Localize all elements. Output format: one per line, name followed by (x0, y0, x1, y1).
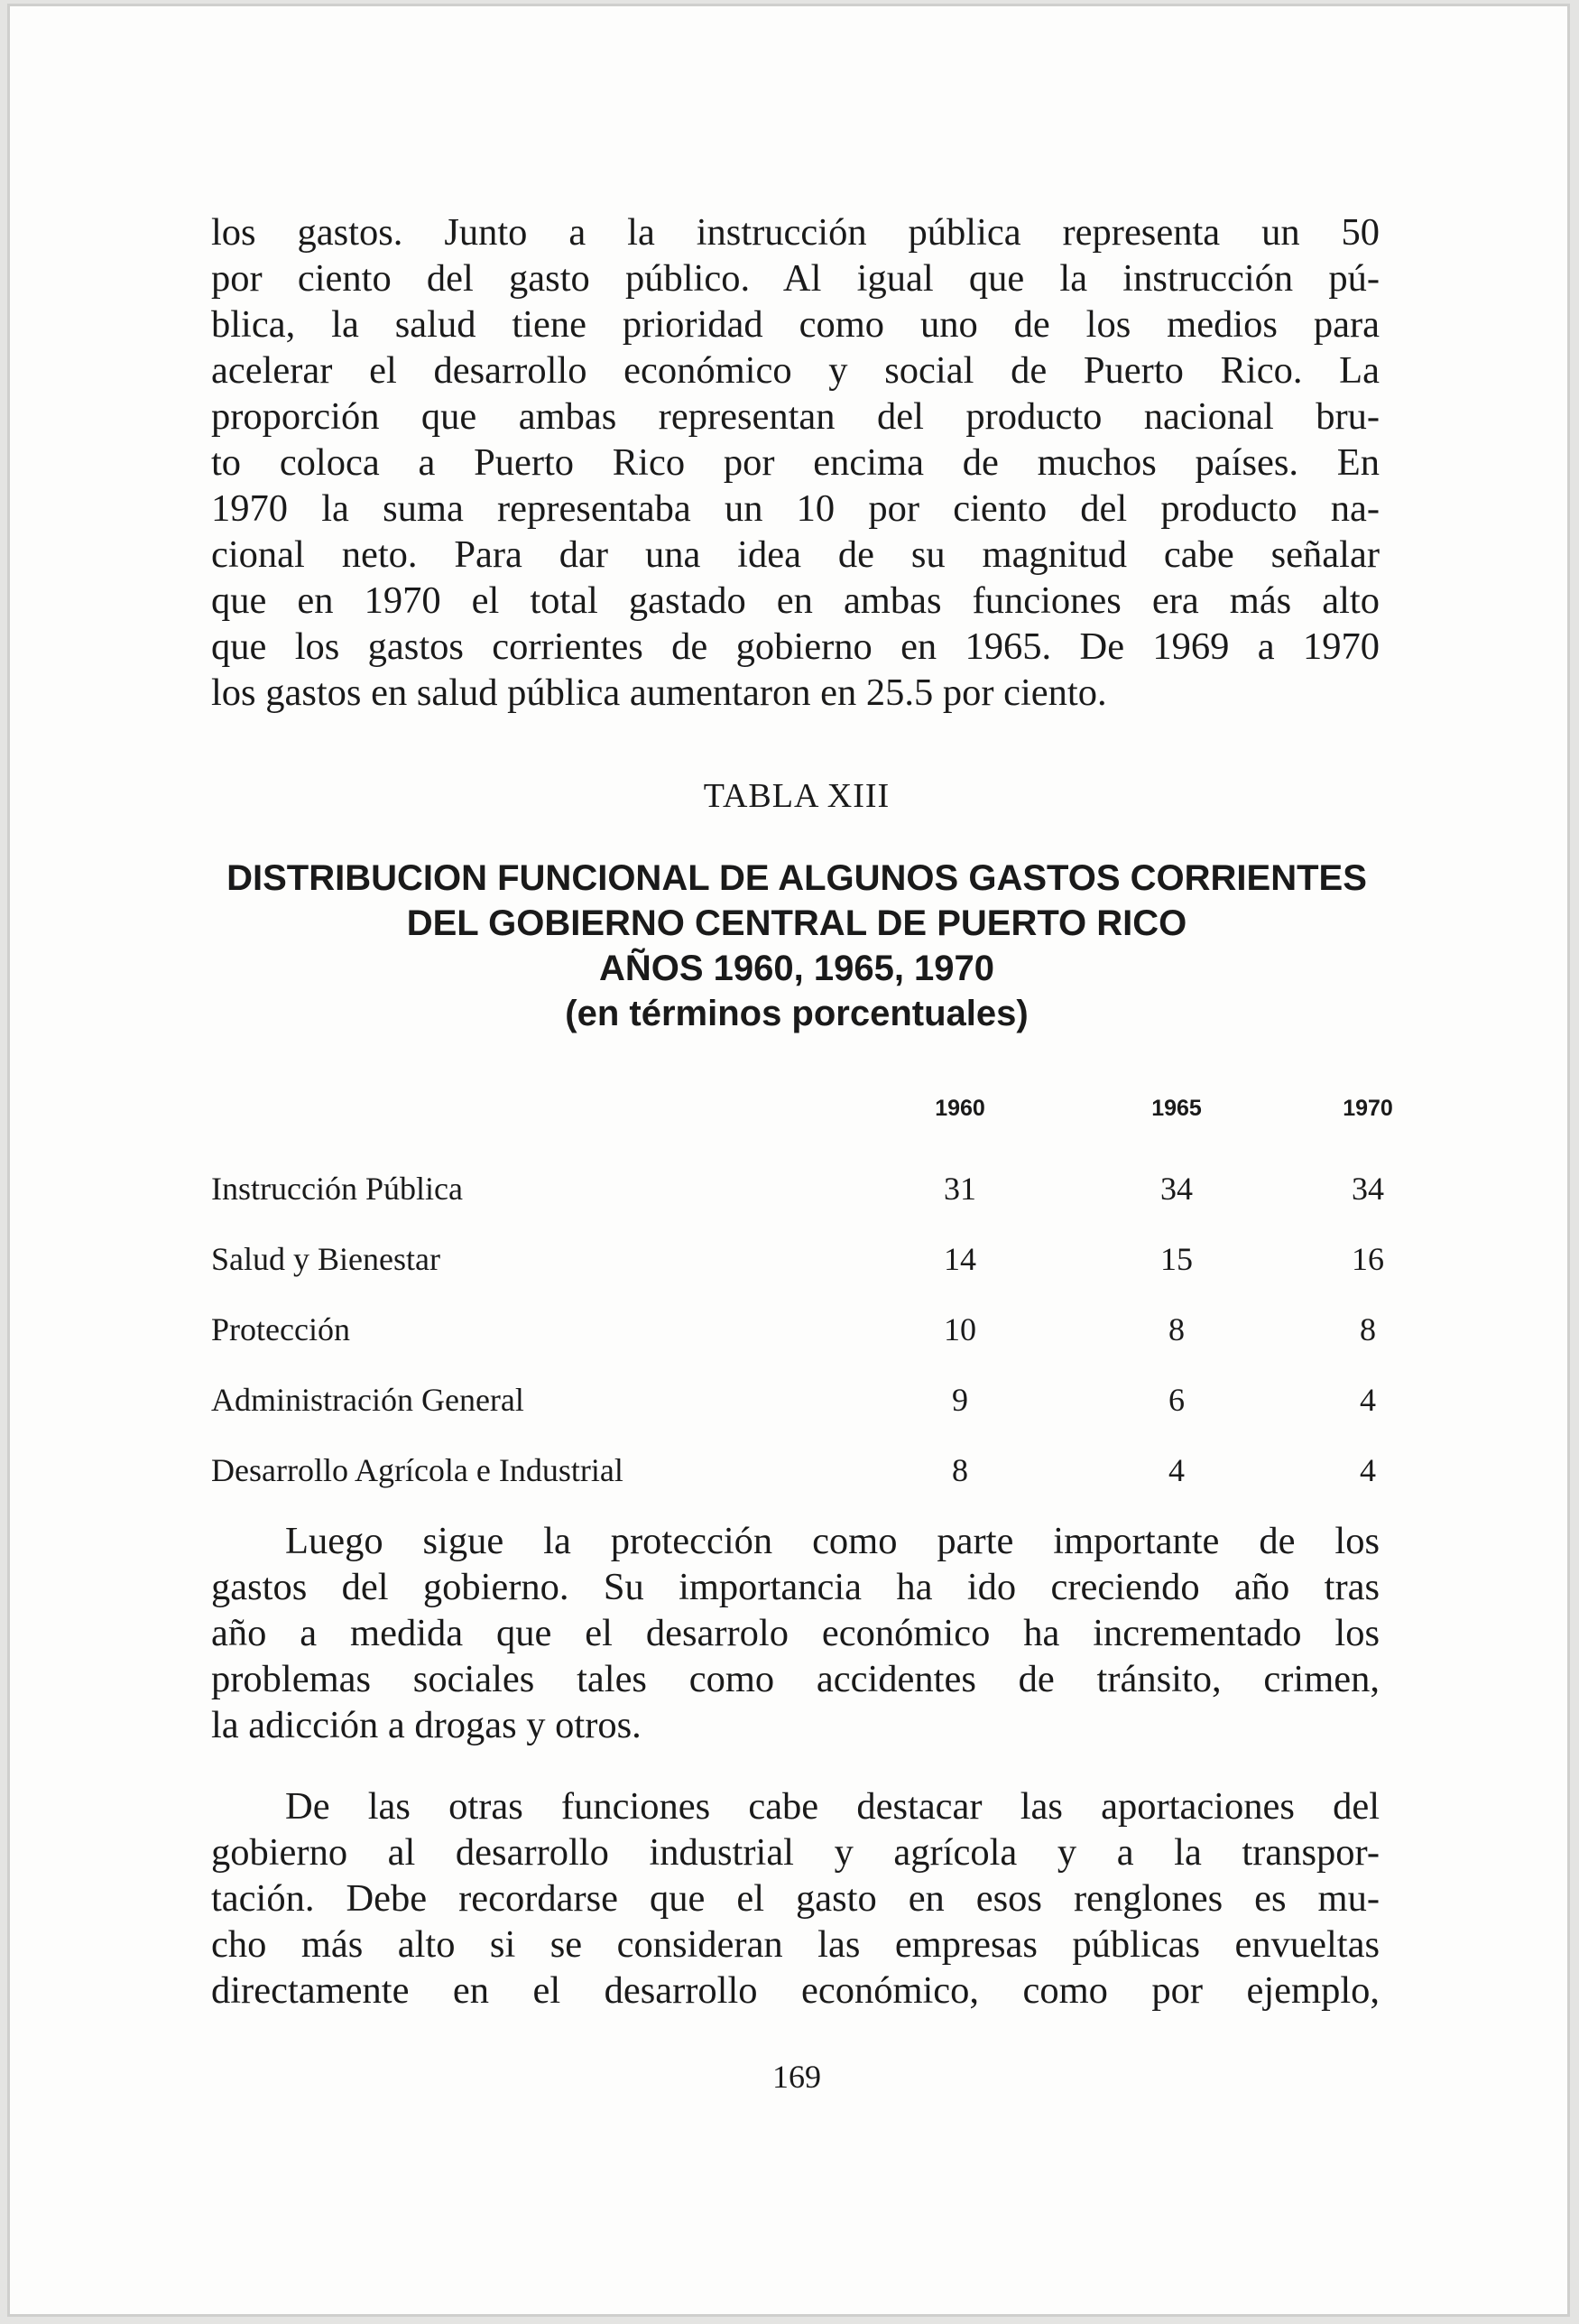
page-number: 169 (772, 2059, 821, 2095)
text-line: acelerar el desarrollo económico y social de Puerto Rico. La (211, 349, 1380, 392)
text-line: problemas sociales tales como accidentes de tránsito, crimen, (211, 1658, 1380, 1700)
row-label: Protección (211, 1311, 350, 1347)
column-header-1970: 1970 (1343, 1096, 1393, 1121)
paragraph-intro (211, 209, 1380, 716)
cell-value: 8 (1168, 1311, 1185, 1347)
text-line: que los gastos corrientes de gobierno en 1965. De 1969 a 1970 (211, 625, 1380, 668)
cell-value: 8 (952, 1452, 968, 1488)
text-line: los gastos en salud pública aumentaron en 25.5 por ciento. (211, 671, 1107, 714)
row-label: Instrucción Pública (211, 1171, 463, 1207)
cell-value: 34 (1160, 1171, 1193, 1207)
table-row (211, 1240, 1384, 1285)
table-title-line: DISTRIBUCION FUNCIONAL DE ALGUNOS GASTOS CORRIENTES (226, 858, 1367, 898)
column-header-1965: 1965 (1151, 1096, 1202, 1121)
text-line: año a medida que el desarrolo económico ha incrementado los (211, 1612, 1380, 1654)
text-line: gastos del gobierno. Su importancia ha ido creciendo año tras (211, 1566, 1380, 1608)
table-title-line: (en términos porcentuales) (565, 994, 1029, 1033)
table-title-line: AÑOS 1960, 1965, 1970 (598, 949, 995, 988)
text-line: la adicción a drogas y otros. (211, 1704, 642, 1746)
text-line: tación. Debe recordarse que el gasto en esos renglones es mu- (211, 1877, 1380, 1920)
text-line: 1970 la suma representaba un 10 por ciento del producto na- (211, 487, 1380, 530)
table-title (7, 856, 1579, 1036)
row-label: Desarrollo Agrícola e Industrial (211, 1452, 623, 1488)
paragraph-otras-funciones (211, 1783, 1380, 2014)
cell-value: 14 (944, 1241, 976, 1277)
text-line: los gastos. Junto a la instrucción pública representa un 50 (211, 211, 1380, 254)
text-line: De las otras funciones cabe destacar las aportaciones del (285, 1785, 1380, 1828)
row-label: Salud y Bienestar (211, 1241, 440, 1277)
table-title-line: DEL GOBIERNO CENTRAL DE PUERTO RICO (406, 903, 1187, 943)
text-line: proporción que ambas representan del producto nacional bru- (211, 395, 1380, 438)
paragraph-proteccion (211, 1518, 1380, 1748)
text-line: gobierno al desarrollo industrial y agrícola y a la transpor- (211, 1831, 1380, 1874)
column-header-1960: 1960 (935, 1096, 985, 1121)
book-page (7, 4, 1570, 2317)
cell-value: 31 (944, 1171, 976, 1207)
table-row (211, 1451, 1384, 1496)
cell-value: 4 (1168, 1452, 1185, 1488)
cell-value: 10 (944, 1311, 976, 1347)
cell-value: 16 (1352, 1241, 1384, 1277)
text-line: que en 1970 el total gastado en ambas funciones era más alto (211, 579, 1380, 622)
cell-value: 9 (952, 1382, 968, 1418)
cell-value: 6 (1168, 1382, 1185, 1418)
text-line: blica, la salud tiene prioridad como uno de los medios para (211, 303, 1380, 346)
cell-value: 15 (1160, 1241, 1193, 1277)
table-row (211, 1170, 1384, 1215)
table-label: TABLA XIII (703, 777, 891, 815)
row-label: Administración General (211, 1382, 524, 1418)
text-line: cho más alto si se consideran las empresas públicas envueltas (211, 1923, 1380, 1966)
text-line: directamente en el desarrollo económico, como por ejemplo, (211, 1969, 1380, 2012)
text-line: Luego sigue la protección como parte importante de los (285, 1520, 1380, 1562)
text-line: to coloca a Puerto Rico por encima de muchos países. En (211, 441, 1380, 484)
cell-value: 4 (1360, 1382, 1376, 1418)
cell-value: 4 (1360, 1452, 1376, 1488)
cell-value: 8 (1360, 1311, 1376, 1347)
text-line: por ciento del gasto público. Al igual que la instrucción pú- (211, 257, 1380, 300)
text-line: cional neto. Para dar una idea de su magnitud cabe señalar (211, 533, 1380, 576)
cell-value: 34 (1352, 1171, 1384, 1207)
table-row (211, 1381, 1384, 1426)
table-row (211, 1310, 1384, 1356)
